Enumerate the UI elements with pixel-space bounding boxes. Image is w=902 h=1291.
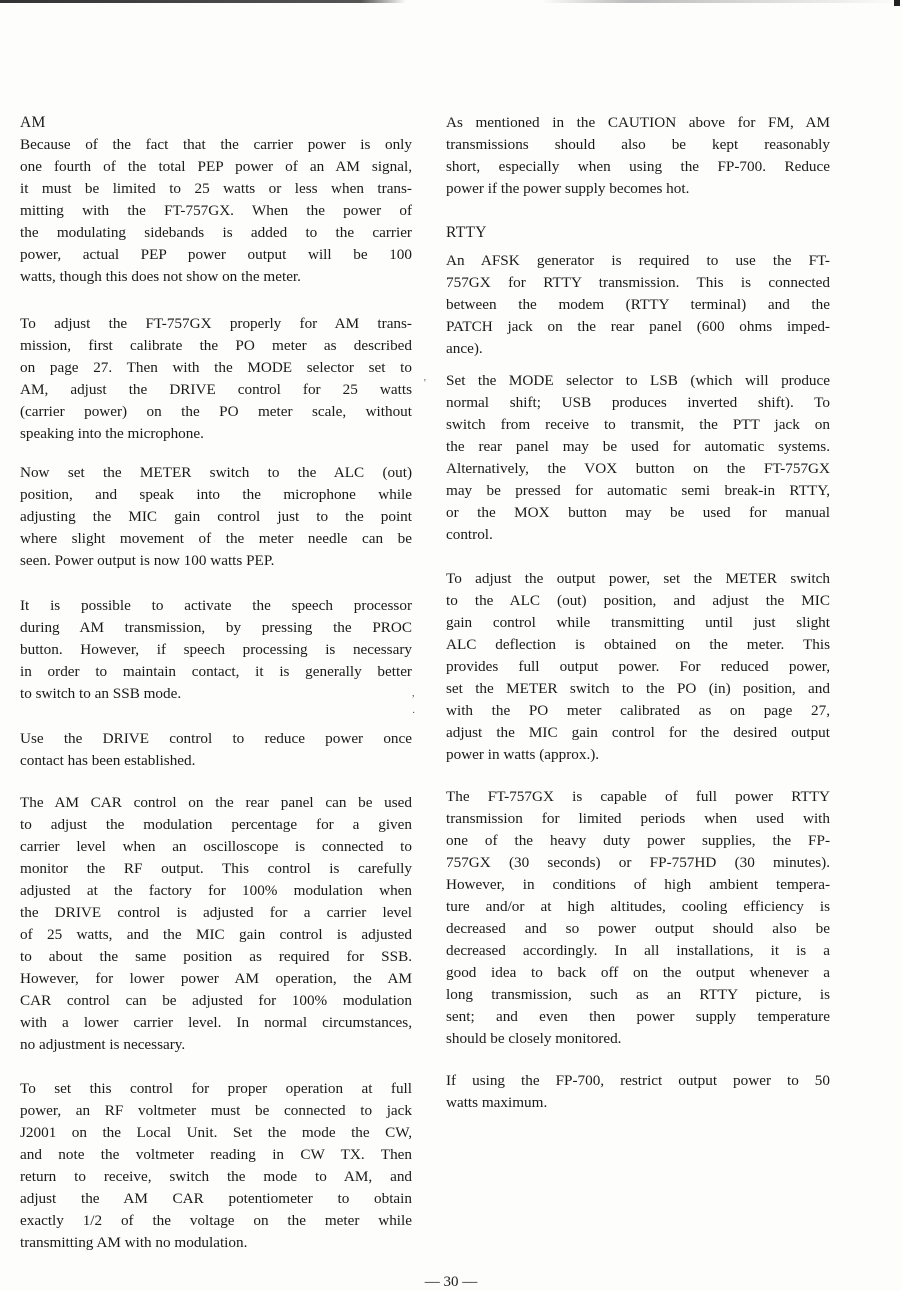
text-line: An AFSK generator is required to use the FT- — [446, 252, 830, 269]
text-line: no adjustment is necessary. — [20, 1036, 186, 1053]
text-line: power if the power supply becomes hot. — [446, 180, 690, 197]
text-line: decreased and so power output should also be — [446, 920, 830, 937]
rtty-intro-para — [446, 112, 830, 200]
text-line: (carrier power) on the PO meter scale, without — [20, 403, 412, 420]
page-number: — 30 — — [424, 1274, 478, 1290]
text-line: monitor the RF output. This control is carefully — [20, 860, 412, 877]
text-line: PATCH jack on the rear panel (600 ohms imped- — [446, 318, 830, 335]
text-line: provides full output power. For reduced power, — [446, 658, 830, 675]
am-heading: AM — [20, 114, 46, 131]
text-line: with a lower carrier level. In normal circumstances, — [20, 1014, 412, 1031]
text-line: adjusted at the factory for 100% modulation when — [20, 882, 412, 899]
text-line: power, actual PEP power output will be 100 — [20, 246, 412, 263]
text-line: The AM CAR control on the rear panel can be used — [20, 794, 412, 811]
text-line: transmission for limited periods when used with — [446, 810, 830, 827]
text-line: switch from receive to transmit, the PTT jack on — [446, 416, 830, 433]
text-line: to switch to an SSB mode. — [20, 685, 182, 702]
text-line: may be pressed for automatic semi break-in RTTY, — [446, 482, 830, 499]
text-line: the DRIVE control is adjusted for a carrier level — [20, 904, 412, 921]
text-line: watts maximum. — [446, 1094, 548, 1111]
scan-speck: ' — [424, 378, 426, 389]
text-line: mission, first calibrate the PO meter as described — [20, 337, 412, 354]
text-line: transmitting AM with no modulation. — [20, 1234, 248, 1251]
text-line: to adjust the modulation percentage for a given — [20, 816, 412, 833]
am-para-1 — [20, 134, 412, 288]
text-line: the modulating sidebands is added to the carrier — [20, 224, 412, 241]
text-line: transmissions should also be kept reasonably — [446, 136, 830, 153]
text-line: and note the voltmeter reading in CW TX. Then — [20, 1146, 412, 1163]
text-line: J2001 on the Local Unit. Set the mode the CW, — [20, 1124, 412, 1141]
corner-mark — [894, 0, 900, 6]
text-line: carrier level when an oscilloscope is connected to — [20, 838, 412, 855]
rtty-para-4 — [446, 786, 830, 1050]
am-para-6 — [20, 792, 412, 1056]
text-line: AM, adjust the DRIVE control for 25 watts — [20, 381, 412, 398]
text-line: speaking into the microphone. — [20, 425, 204, 442]
text-line: between the modem (RTTY terminal) and the — [446, 296, 830, 313]
am-para-3 — [20, 462, 412, 572]
text-line: To set this control for proper operation at full — [20, 1080, 412, 1097]
text-line: It is possible to activate the speech processor — [20, 597, 412, 614]
text-line: normal shift; USB produces inverted shift). To — [446, 394, 830, 411]
text-line: watts, though this does not show on the meter. — [20, 268, 301, 285]
text-line: contact has been established. — [20, 752, 196, 769]
am-para-2 — [20, 313, 412, 445]
text-line: power in watts (approx.). — [446, 746, 600, 763]
text-line: 757GX (30 seconds) or FP-757HD (30 minutes). — [446, 854, 830, 871]
rtty-para-5 — [446, 1070, 830, 1114]
text-line: adjust the MIC gain control for the desired output — [446, 724, 830, 741]
text-line: with the PO meter calibrated as on page 27, — [446, 702, 830, 719]
text-line: good idea to back off on the output whenever a — [446, 964, 830, 981]
text-line: mitting with the FT-757GX. When the power of — [20, 202, 412, 219]
scan-speck: · — [412, 708, 416, 719]
text-line: decreased accordingly. In all installations, it is a — [446, 942, 830, 959]
text-line: where slight movement of the meter needle can be — [20, 530, 412, 547]
text-line: As mentioned in the CAUTION above for FM, AM — [446, 114, 830, 131]
text-line: one fourth of the total PEP power of an AM signal, — [20, 158, 412, 175]
text-line: To adjust the output power, set the METER switch — [446, 570, 830, 587]
rtty-para-3 — [446, 568, 830, 766]
text-line: long transmission, such as an RTTY picture, is — [446, 986, 830, 1003]
text-line: on page 27. Then with the MODE selector set to — [20, 359, 412, 376]
text-line: return to receive, switch the mode to AM, and — [20, 1168, 412, 1185]
text-line: set the METER switch to the PO (in) position, and — [446, 680, 830, 697]
text-line: seen. Power output is now 100 watts PEP. — [20, 552, 275, 569]
text-line: 757GX for RTTY transmission. This is connected — [446, 274, 830, 291]
text-line: Now set the METER switch to the ALC (out) — [20, 464, 412, 481]
text-line: gain control while transmitting until just slight — [446, 614, 830, 631]
text-line: ture and/or at high altitudes, cooling efficiency is — [446, 898, 830, 915]
text-line: power, an RF voltmeter must be connected to jack — [20, 1102, 412, 1119]
text-line: The FT-757GX is capable of full power RTTY — [446, 788, 830, 805]
scan-speck: , — [412, 688, 415, 699]
text-line: short, especially when using the FP-700. Reduce — [446, 158, 830, 175]
text-line: However, for lower power AM operation, the AM — [20, 970, 412, 987]
text-line: in order to maintain contact, it is generally better — [20, 663, 412, 680]
text-line: or the MOX button may be used for manual — [446, 504, 830, 521]
text-line: CAR control can be adjusted for 100% modulation — [20, 992, 412, 1009]
text-line: ance). — [446, 340, 483, 357]
text-line: to the ALC (out) position, and adjust the MIC — [446, 592, 830, 609]
text-line: Alternatively, the VOX button on the FT-757GX — [446, 460, 830, 477]
text-line: it must be limited to 25 watts or less when trans- — [20, 180, 412, 197]
rtty-para-1 — [446, 250, 830, 360]
text-line: button. However, if speech processing is necessary — [20, 641, 412, 658]
text-line: should be closely monitored. — [446, 1030, 622, 1047]
text-line: Because of the fact that the carrier power is only — [20, 136, 412, 153]
am-para-7 — [20, 1078, 412, 1254]
text-line: adjust the AM CAR potentiometer to obtain — [20, 1190, 412, 1207]
text-line: position, and speak into the microphone while — [20, 486, 412, 503]
top-rule — [0, 0, 902, 3]
am-para-4 — [20, 595, 412, 705]
text-line: the rear panel may be used for automatic systems. — [446, 438, 830, 455]
text-line: However, in conditions of high ambient tempera- — [446, 876, 830, 893]
text-line: during AM transmission, by pressing the PROC — [20, 619, 412, 636]
text-line: Set the MODE selector to LSB (which will produce — [446, 372, 830, 389]
text-line: Use the DRIVE control to reduce power once — [20, 730, 412, 747]
text-line: sent; and even then power supply temperature — [446, 1008, 830, 1025]
text-line: If using the FP-700, restrict output power to 50 — [446, 1072, 830, 1089]
text-line: exactly 1/2 of the voltage on the meter while — [20, 1212, 412, 1229]
am-para-5 — [20, 728, 412, 772]
text-line: To adjust the FT-757GX properly for AM trans- — [20, 315, 412, 332]
text-line: of 25 watts, and the MIC gain control is adjusted — [20, 926, 412, 943]
text-line: ALC deflection is obtained on the meter. This — [446, 636, 830, 653]
rtty-para-2 — [446, 370, 830, 546]
text-line: adjusting the MIC gain control just to the point — [20, 508, 412, 525]
text-line: control. — [446, 526, 493, 543]
text-line: one of the heavy duty power supplies, the FP- — [446, 832, 830, 849]
rtty-heading: RTTY — [446, 224, 487, 241]
text-line: to about the same position as required for SSB. — [20, 948, 412, 965]
